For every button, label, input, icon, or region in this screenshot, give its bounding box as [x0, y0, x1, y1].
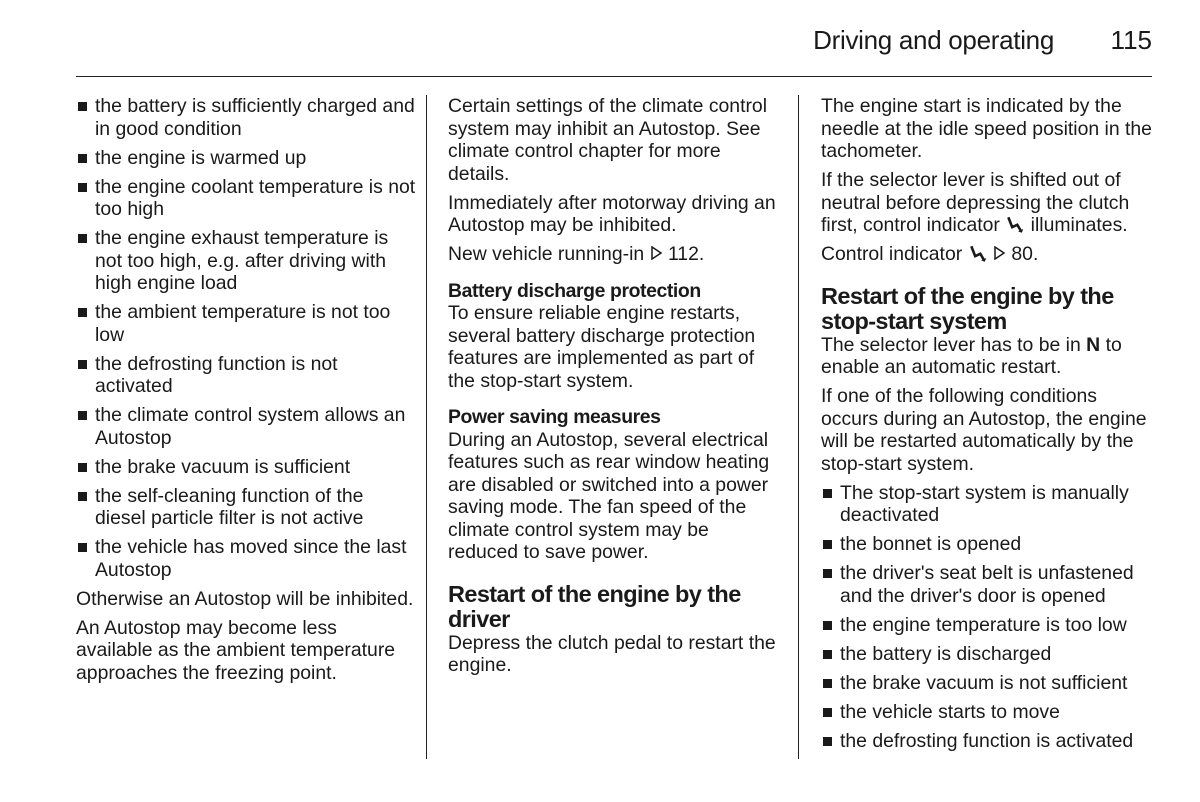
autostop-indicator-icon — [964, 240, 990, 268]
column-divider — [426, 95, 427, 759]
restart-by-driver-heading: Restart of the engine by the driver — [448, 580, 741, 632]
column-3 — [821, 95, 1157, 759]
column-divider — [798, 95, 799, 759]
list-item: the ambient temperature is not too low — [76, 301, 416, 346]
restart-conditions-list — [821, 482, 1157, 753]
list-item: the engine temperature is too low — [821, 614, 1157, 637]
paragraph — [448, 243, 784, 266]
list-item: the defrosting function is activated — [821, 730, 1157, 753]
paragraph: An Autostop may become less available as the ambient temperature approaches the freezing point. — [76, 616, 396, 684]
column-1 — [76, 95, 416, 691]
paragraph: If one of the following conditions occurs during an Autostop, the engine will be restarted automatically by the stop-start system. — [821, 385, 1147, 475]
power-saving-heading: Power saving measures — [448, 406, 661, 428]
paragraph — [821, 169, 1157, 237]
paragraph-text: Control indicator — [821, 243, 963, 265]
page-number: 115 — [1110, 25, 1152, 55]
restart-by-system-heading: Restart of the engine by the stop-start system — [821, 282, 1114, 334]
list-item: The stop-start system is manually deactivated — [821, 482, 1157, 527]
page-reference-arrow-icon — [650, 243, 663, 266]
list-item: the engine is warmed up — [76, 147, 416, 170]
list-item: the engine coolant temperature is not too high — [76, 176, 416, 221]
autostop-indicator-icon — [1002, 211, 1028, 239]
paragraph — [821, 243, 1157, 266]
paragraph — [821, 334, 1157, 379]
neutral-gear-label: N — [1086, 333, 1101, 356]
paragraph: Immediately after motorway driving an Autostop may be inhibited. — [448, 191, 776, 236]
list-item: the vehicle has moved since the last Autostop — [76, 536, 416, 581]
list-item: the battery is sufficiently charged and in good condition — [76, 95, 416, 140]
list-item: the defrosting function is not activated — [76, 353, 416, 398]
section-title: Driving and operating — [813, 25, 1054, 55]
list-item: the brake vacuum is sufficient — [76, 456, 416, 479]
paragraph: Depress the clutch pedal to restart the engine. — [448, 631, 776, 676]
autostop-conditions-list — [76, 95, 416, 581]
page-reference-arrow-icon — [993, 243, 1006, 266]
list-item: the vehicle starts to move — [821, 701, 1157, 724]
paragraph-text: If the selector lever is shifted out of neutral before depressing the clutch first, control indicator — [821, 169, 1130, 236]
column-2 — [448, 95, 784, 683]
list-item: the brake vacuum is not sufficient — [821, 672, 1157, 695]
paragraph-text: The selector lever has to be in — [821, 333, 1081, 356]
list-item: the engine exhaust temperature is not too high, e.g. after driving with high engine load — [76, 227, 416, 295]
page-reference-link[interactable]: 80. — [1011, 243, 1039, 265]
page-header — [76, 22, 1152, 77]
paragraph: The engine start is indicated by the needle at the idle speed position in the tachometer. — [821, 95, 1152, 162]
page-reference-link[interactable]: 112. — [667, 243, 705, 265]
paragraph: During an Autostop, several electrical features such as rear window heating are disabled or switched into a power saving mode. The fan speed of the climate control system may be reduced to save power. — [448, 428, 770, 563]
paragraph-text: New vehicle running-in — [448, 243, 645, 265]
paragraph-text: illuminates. — [1030, 214, 1128, 236]
list-item: the climate control system allows an Autostop — [76, 404, 416, 449]
paragraph-text: to enable an automatic restart. — [821, 333, 1122, 378]
battery-discharge-heading: Battery discharge protection — [448, 279, 701, 302]
list-item: the driver's seat belt is unfastened and the driver's door is opened — [821, 562, 1157, 607]
paragraph: To ensure reliable engine restarts, several battery discharge protection features are implemented as part of the stop-start system. — [448, 302, 756, 392]
list-item: the bonnet is opened — [821, 533, 1157, 556]
list-item: the self-cleaning function of the diesel particle filter is not active — [76, 485, 416, 530]
list-item: the battery is discharged — [821, 643, 1157, 666]
paragraph: Otherwise an Autostop will be inhibited. — [76, 587, 414, 610]
paragraph: Certain settings of the climate control system may inhibit an Autostop. See climate control chapter for more details. — [448, 95, 768, 185]
